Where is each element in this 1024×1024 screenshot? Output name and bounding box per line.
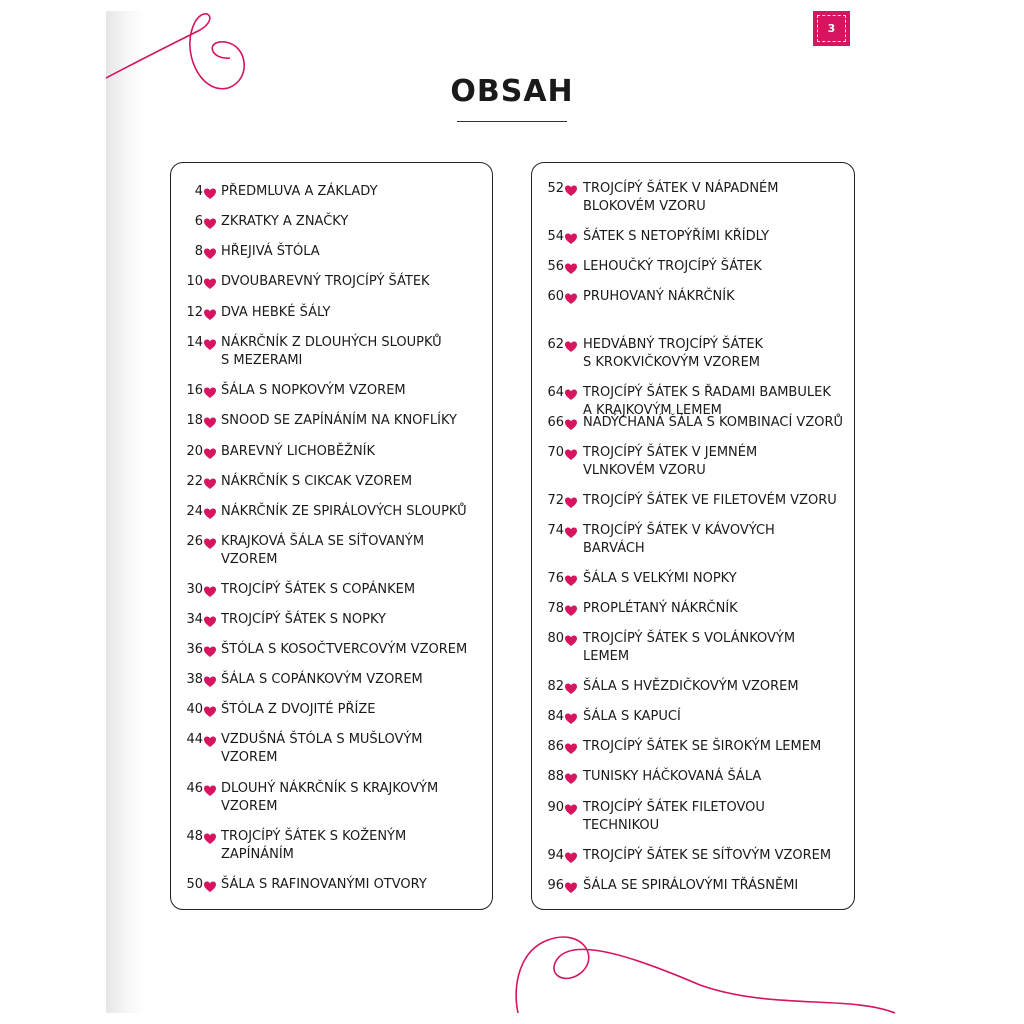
toc-page-number: 46 [186, 781, 203, 796]
heart-icon [204, 703, 216, 715]
toc-entry-title: PRUHOVANÝ NÁKRČNÍK [583, 289, 735, 304]
heart-icon [204, 306, 216, 318]
toc-entry-title: TROJCÍPÝ ŠÁTEK S ŘADAMI BAMBULEK A KRAJKOVÝM LEMEM [583, 385, 831, 418]
toc-entry [532, 180, 854, 220]
toc-entry [532, 288, 854, 328]
heart-icon [204, 185, 216, 197]
toc-entry [171, 828, 492, 868]
toc-page-number: 30 [186, 582, 203, 597]
heart-icon [204, 414, 216, 426]
toc-entry-title: ŠÁLA S COPÁNKOVÝM VZOREM [221, 672, 423, 687]
toc-entry [532, 336, 854, 376]
heart-icon [204, 445, 216, 457]
heart-icon [565, 230, 577, 242]
heart-icon [204, 782, 216, 794]
toc-page-number: 64 [547, 385, 564, 400]
heart-icon [565, 849, 577, 861]
heart-icon [204, 733, 216, 745]
toc-entry-title: DVA HEBKÉ ŠÁLY [221, 305, 331, 320]
toc-entry-title: TROJCÍPÝ ŠÁTEK S KOŽENÝM ZAPÍNÁNÍM [221, 829, 407, 862]
toc-entry-title: TROJCÍPÝ ŠÁTEK S VOLÁNKOVÝM LEMEM [583, 631, 796, 664]
heart-icon [565, 572, 577, 584]
toc-entry-title: NÁKRČNÍK ZE SPIRÁLOVÝCH SLOUPKŮ [221, 504, 467, 519]
toc-entry-title: PŘEDMLUVA A ZÁKLADY [221, 184, 378, 199]
toc-entry-title: VZDUŠNÁ ŠTÓLA S MUŠLOVÝM VZOREM [221, 732, 423, 765]
toc-page-number: 76 [547, 571, 564, 586]
toc-entry-title: ŠÁLA S KAPUCÍ [583, 709, 681, 724]
toc-entry [171, 780, 492, 820]
heart-icon [204, 535, 216, 547]
toc-entry-title: BAREVNÝ LICHOBĚŽNÍK [221, 444, 376, 459]
heart-icon [204, 830, 216, 842]
heart-icon [204, 245, 216, 257]
toc-page-number: 40 [186, 702, 203, 717]
heart-icon [204, 613, 216, 625]
toc-page-number: 20 [186, 444, 203, 459]
heart-icon [565, 494, 577, 506]
toc-page-number: 6 [194, 214, 203, 229]
heart-icon [565, 446, 577, 458]
toc-entry-title: TROJCÍPÝ ŠÁTEK V KÁVOVÝCH BARVÁCH [583, 523, 775, 556]
heart-icon [204, 505, 216, 517]
toc-page-number: 80 [547, 631, 564, 646]
toc-page-number: 78 [547, 601, 564, 616]
heart-icon [204, 215, 216, 227]
heart-icon [565, 338, 577, 350]
toc-page-number: 18 [186, 413, 203, 428]
toc-page-number: 62 [547, 337, 564, 352]
toc-entry-title: NÁKRČNÍK Z DLOUHÝCH SLOUPKŮ S MEZERAMI [221, 335, 442, 368]
toc-entry [171, 533, 492, 573]
toc-entry-title: DLOUHÝ NÁKRČNÍK S KRAJKOVÝM VZOREM [221, 781, 439, 814]
toc-entry-title: TROJCÍPÝ ŠÁTEK VE FILETOVÉM VZORU [583, 493, 837, 508]
toc-page-number: 26 [186, 534, 203, 549]
toc-entry-title: HŘEJIVÁ ŠTÓLA [221, 244, 320, 259]
heart-icon [204, 878, 216, 890]
toc-page-number: 38 [186, 672, 203, 687]
heart-icon [565, 260, 577, 272]
toc-page-number: 34 [186, 612, 203, 627]
toc-page-number: 36 [186, 642, 203, 657]
toc-page-number: 4 [194, 184, 203, 199]
toc-page-number: 48 [186, 829, 203, 844]
heart-icon [565, 416, 577, 428]
toc-page-number: 24 [186, 504, 203, 519]
heart-icon [565, 879, 577, 891]
toc-entry-title: ŠÁLA SE SPIRÁLOVÝMI TŘÁSNĚMI [583, 878, 799, 893]
toc-page-number: 16 [186, 383, 203, 398]
toc-page-number: 12 [186, 305, 203, 320]
title-underline [457, 121, 567, 122]
toc-entry-title: DVOUBAREVNÝ TROJCÍPÝ ŠÁTEK [221, 274, 430, 289]
heart-icon [565, 386, 577, 398]
heart-icon [565, 680, 577, 692]
toc-entry [532, 799, 854, 839]
toc-page-number: 52 [547, 181, 564, 196]
toc-page-number: 86 [547, 739, 564, 754]
heart-icon [565, 801, 577, 813]
toc-entry-title: TROJCÍPÝ ŠÁTEK SE SÍŤOVÝM VZOREM [583, 848, 832, 863]
toc-entry-title: LEHOUČKÝ TROJCÍPÝ ŠÁTEK [583, 259, 762, 274]
toc-entry-title: ŠÁLA S RAFINOVANÝMI OTVORY [221, 877, 427, 892]
toc-page-number: 66 [547, 415, 564, 430]
toc-page-number: 90 [547, 800, 564, 815]
toc-entry-title: TROJCÍPÝ ŠÁTEK V NÁPADNÉM BLOKOVÉM VZORU [583, 181, 779, 214]
page-gutter-shadow [106, 11, 146, 1013]
page-number: 3 [827, 22, 836, 35]
heart-icon [565, 770, 577, 782]
toc-entry-title: NADÝCHANÁ ŠÁLA S KOMBINACÍ VZORŮ [583, 415, 844, 430]
toc-column-right [531, 162, 855, 910]
toc-page-number: 60 [547, 289, 564, 304]
toc-entry [532, 522, 854, 562]
toc-entry-title: TROJCÍPÝ ŠÁTEK S COPÁNKEM [221, 582, 416, 597]
heart-icon [204, 583, 216, 595]
toc-entry [532, 877, 854, 917]
toc-page-number: 22 [186, 474, 203, 489]
toc-entry-title: ŠÁLA S VELKÝMI NOPKY [583, 571, 737, 586]
toc-entry-title: NÁKRČNÍK S CIKCAK VZOREM [221, 474, 413, 489]
toc-entry-title: KRAJKOVÁ ŠÁLA SE SÍŤOVANÝM VZOREM [221, 534, 425, 567]
toc-page-number: 94 [547, 848, 564, 863]
heart-icon [204, 673, 216, 685]
toc-entry-title: ŠÁLA S NOPKOVÝM VZOREM [221, 383, 406, 398]
toc-entry-title: ZKRATKY A ZNAČKY [221, 214, 349, 229]
heart-icon [565, 632, 577, 644]
heart-icon [565, 602, 577, 614]
heart-icon [204, 336, 216, 348]
toc-page-number: 82 [547, 679, 564, 694]
page-number-badge [813, 11, 850, 46]
toc-page-number: 50 [186, 877, 203, 892]
toc-entry [171, 731, 492, 771]
toc-entry-title: TROJCÍPÝ ŠÁTEK V JEMNÉM VLNKOVÉM VZORU [583, 445, 758, 478]
heart-icon [204, 643, 216, 655]
toc-entry [171, 876, 492, 916]
toc-page-number: 10 [186, 274, 203, 289]
toc-entry-title: PROPLÉTANÝ NÁKRČNÍK [583, 601, 738, 616]
toc-page-number: 74 [547, 523, 564, 538]
toc-entry-title: ŠTÓLA Z DVOJITÉ PŘÍZE [221, 702, 376, 717]
toc-entry-title: HEDVÁBNÝ TROJCÍPÝ ŠÁTEK S KROKVIČKOVÝM VZOREM [583, 337, 764, 370]
toc-entry-title: TUNISKY HÁČKOVANÁ ŠÁLA [583, 769, 762, 784]
toc-page-number: 44 [186, 732, 203, 747]
heart-icon [565, 182, 577, 194]
toc-entry [532, 444, 854, 484]
toc-entry-title: TROJCÍPÝ ŠÁTEK FILETOVOU TECHNIKOU [583, 800, 765, 833]
heart-icon [204, 384, 216, 396]
heart-icon [565, 710, 577, 722]
heart-icon [565, 740, 577, 752]
heart-icon [204, 275, 216, 287]
toc-entry-title: ŠTÓLA S KOSOČTVERCOVÝM VZOREM [221, 642, 468, 657]
toc-entry-title: TROJCÍPÝ ŠÁTEK SE ŠIROKÝM LEMEM [583, 739, 822, 754]
heart-icon [204, 475, 216, 487]
toc-entry-title: ŠÁTEK S NETOPÝŘÍMI KŘÍDLY [583, 229, 770, 244]
toc-page-number: 56 [547, 259, 564, 274]
toc-page-number: 8 [194, 244, 203, 259]
page-title: OBSAH [450, 74, 574, 109]
toc-page-number: 84 [547, 709, 564, 724]
toc-entry [171, 334, 492, 374]
toc-page-number: 88 [547, 769, 564, 784]
toc-entry-title: SNOOD SE ZAPÍNÁNÍM NA KNOFLÍKY [221, 413, 457, 428]
toc-page-number: 54 [547, 229, 564, 244]
toc-entry [532, 630, 854, 670]
toc-page-number: 72 [547, 493, 564, 508]
toc-page-number: 96 [547, 878, 564, 893]
toc-page-number: 70 [547, 445, 564, 460]
heart-icon [565, 524, 577, 536]
toc-page-number: 14 [186, 335, 203, 350]
toc-entry-title: TROJCÍPÝ ŠÁTEK S NOPKY [221, 612, 386, 627]
toc-column-left [170, 162, 493, 910]
heart-icon [565, 290, 577, 302]
toc-entry-title: ŠÁLA S HVĚZDIČKOVÝM VZOREM [583, 679, 799, 694]
